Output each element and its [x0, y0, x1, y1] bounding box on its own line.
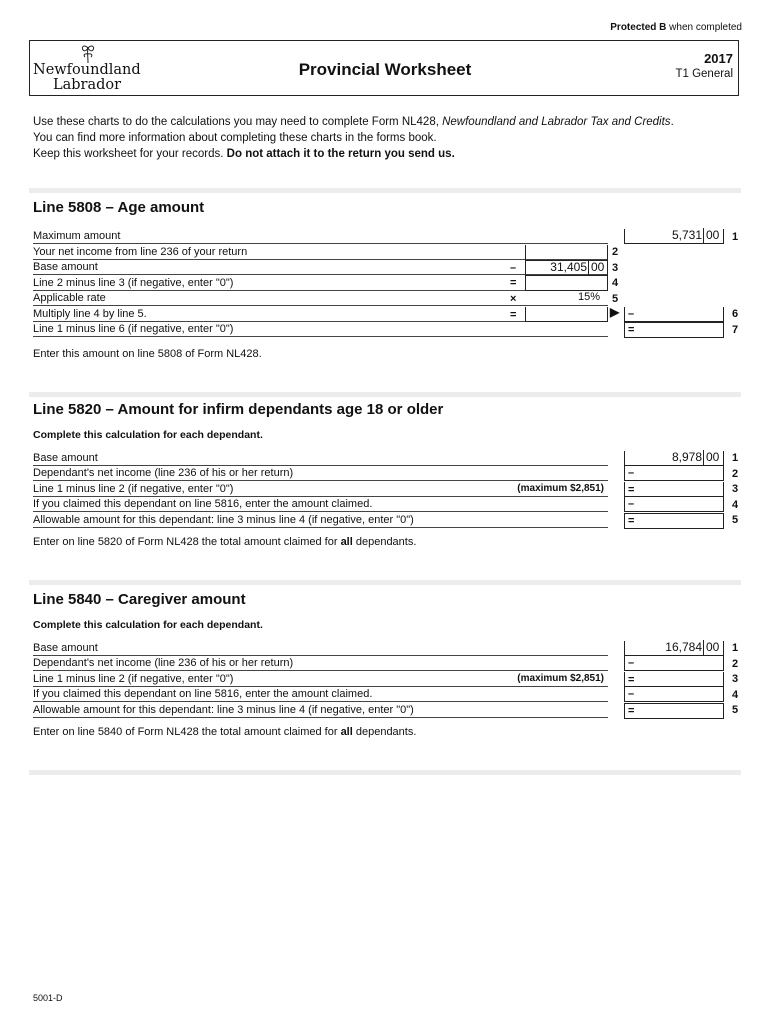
equals-sign: = — [510, 277, 517, 289]
section-divider — [29, 770, 741, 775]
line-number: 6 — [731, 308, 739, 320]
minus-sign: – — [510, 262, 517, 274]
line-number: 4 — [611, 277, 619, 289]
intro-line-2: You can find more information about completing these charts in the forms book. — [33, 132, 437, 144]
intro-line-1: Use these charts to do the calculations you may need to complete Form NL428, Newfoundland and Labrador Tax and Credits. — [33, 116, 674, 128]
s5808-row-3: Base amount — [33, 260, 608, 275]
equals-sign: = — [628, 515, 635, 527]
equals-sign: = — [628, 674, 635, 686]
s5820-line4-box[interactable] — [624, 497, 724, 512]
s5808-line6-box[interactable] — [624, 307, 724, 322]
s5820-note: Enter on line 5820 of Form NL428 the total amount claimed for all dependants. — [33, 536, 417, 548]
tax-year: 2017 — [704, 51, 733, 66]
line-number: 7 — [731, 324, 739, 336]
line-number: 2 — [611, 246, 619, 258]
equals-sign: = — [628, 484, 635, 496]
s5820-line3-box[interactable] — [624, 482, 724, 497]
line-number: 1 — [731, 231, 739, 243]
s5808-row-7: Line 1 minus line 6 (if negative, enter "0") — [33, 322, 608, 337]
s5808-note: Enter this amount on line 5808 of Form NL428. — [33, 348, 262, 360]
equals-sign: = — [628, 324, 635, 336]
line-number: 2 — [731, 468, 739, 480]
s5820-line2-box[interactable] — [624, 466, 724, 481]
section-divider — [29, 392, 741, 397]
minus-sign: – — [628, 308, 635, 320]
s5808-line6-mid-box[interactable] — [525, 307, 608, 322]
minus-sign: – — [628, 688, 635, 700]
s5820-base-cents: 00 — [703, 450, 719, 465]
s5808-row-1: Maximum amount — [33, 229, 608, 244]
s5840-line5-box[interactable] — [624, 703, 724, 719]
s5820-row-4: If you claimed this dependant on line 5816, enter the amount claimed. — [33, 497, 608, 512]
s5820-base-amount: 8,978 — [671, 450, 702, 464]
s5820-row-1: Base amount — [33, 451, 608, 466]
minus-sign: – — [628, 467, 635, 479]
s5808-rate: 15% — [577, 291, 600, 303]
form-code: 5001-D — [33, 993, 63, 1003]
s5840-line2-box[interactable] — [624, 656, 724, 671]
line-number: 1 — [731, 642, 739, 654]
s5840-base-amount: 16,784 — [665, 640, 702, 654]
return-type: T1 General — [675, 68, 733, 80]
s5820-row-3: Line 1 minus line 2 (if negative, enter "0") (maximum $2,851) — [33, 482, 608, 497]
line-number: 3 — [731, 673, 739, 685]
line-number: 3 — [731, 483, 739, 495]
line-number: 3 — [611, 262, 619, 274]
s5840-row-1: Base amount — [33, 641, 608, 656]
s5808-max-amount: 5,731 — [671, 228, 702, 242]
s5820-subtitle: Complete this calculation for each dependant. — [33, 429, 263, 441]
s5808-row-5: Applicable rate — [33, 291, 608, 306]
line-number: 4 — [731, 499, 739, 511]
s5808-line2-box[interactable] — [525, 245, 608, 261]
equals-sign: = — [628, 705, 635, 717]
logo-line-2: Labrador — [53, 77, 122, 93]
minus-sign: – — [628, 498, 635, 510]
page-title: Provincial Worksheet — [298, 60, 472, 79]
s5840-line3-box[interactable] — [624, 672, 724, 687]
s5808-base-cents: 00 — [588, 260, 604, 275]
s5840-row-3: Line 1 minus line 2 (if negative, enter "0") (maximum $2,851) — [33, 672, 608, 687]
s5820-row-5: Allowable amount for this dependant: line 3 minus line 4 (if negative, enter "0") — [33, 513, 608, 528]
intro-line-3: Keep this worksheet for your records. Do not attach it to the return you send us. — [33, 148, 455, 160]
minus-sign: – — [628, 657, 635, 669]
s5840-base-cents: 00 — [703, 640, 719, 655]
s5840-subtitle: Complete this calculation for each dependant. — [33, 619, 263, 631]
logo-line-1: Newfoundland — [33, 62, 141, 78]
s5840-row-2: Dependant's net income (line 236 of his or her return) — [33, 656, 608, 671]
arrow-right-icon: ▶ — [610, 305, 620, 319]
line-number: 1 — [731, 452, 739, 464]
s5820-row-2: Dependant's net income (line 236 of his or her return) — [33, 466, 608, 481]
section-divider — [29, 580, 741, 585]
line-number: 5 — [731, 704, 739, 716]
s5820-line5-box[interactable] — [624, 513, 724, 529]
s5808-max-cents: 00 — [703, 228, 719, 243]
line-number: 5 — [611, 293, 619, 305]
s5840-row-4: If you claimed this dependant on line 5816, enter the amount claimed. — [33, 687, 608, 702]
section-divider — [29, 188, 741, 193]
line-number: 4 — [731, 689, 739, 701]
s5808-line4-box[interactable] — [525, 276, 608, 291]
line-number: 5 — [731, 514, 739, 526]
s5840-line4-box[interactable] — [624, 687, 724, 702]
s5808-line7-box[interactable] — [624, 322, 724, 338]
protected-b-label: Protected B when completed — [610, 22, 742, 33]
s5840-note: Enter on line 5840 of Form NL428 the total amount claimed for all dependants. — [33, 726, 417, 738]
section-title-5808: Line 5808 – Age amount — [33, 199, 205, 216]
s5808-row-6: Multiply line 4 by line 5. — [33, 307, 608, 322]
s5840-row-5: Allowable amount for this dependant: line 3 minus line 4 (if negative, enter "0") — [33, 703, 608, 718]
maximum-note: (maximum $2,851) — [517, 483, 604, 494]
s5808-base-amount: 31,405 — [550, 260, 587, 274]
section-title-5820: Line 5820 – Amount for infirm dependants age 18 or older — [33, 401, 444, 418]
s5808-row-2: Your net income from line 236 of your return — [33, 245, 608, 260]
s5808-row-4: Line 2 minus line 3 (if negative, enter "0") — [33, 276, 608, 291]
equals-sign: = — [510, 309, 517, 321]
line-number: 2 — [731, 658, 739, 670]
maximum-note: (maximum $2,851) — [517, 673, 604, 684]
section-title-5840: Line 5840 – Caregiver amount — [33, 591, 246, 608]
times-sign: × — [510, 293, 517, 305]
